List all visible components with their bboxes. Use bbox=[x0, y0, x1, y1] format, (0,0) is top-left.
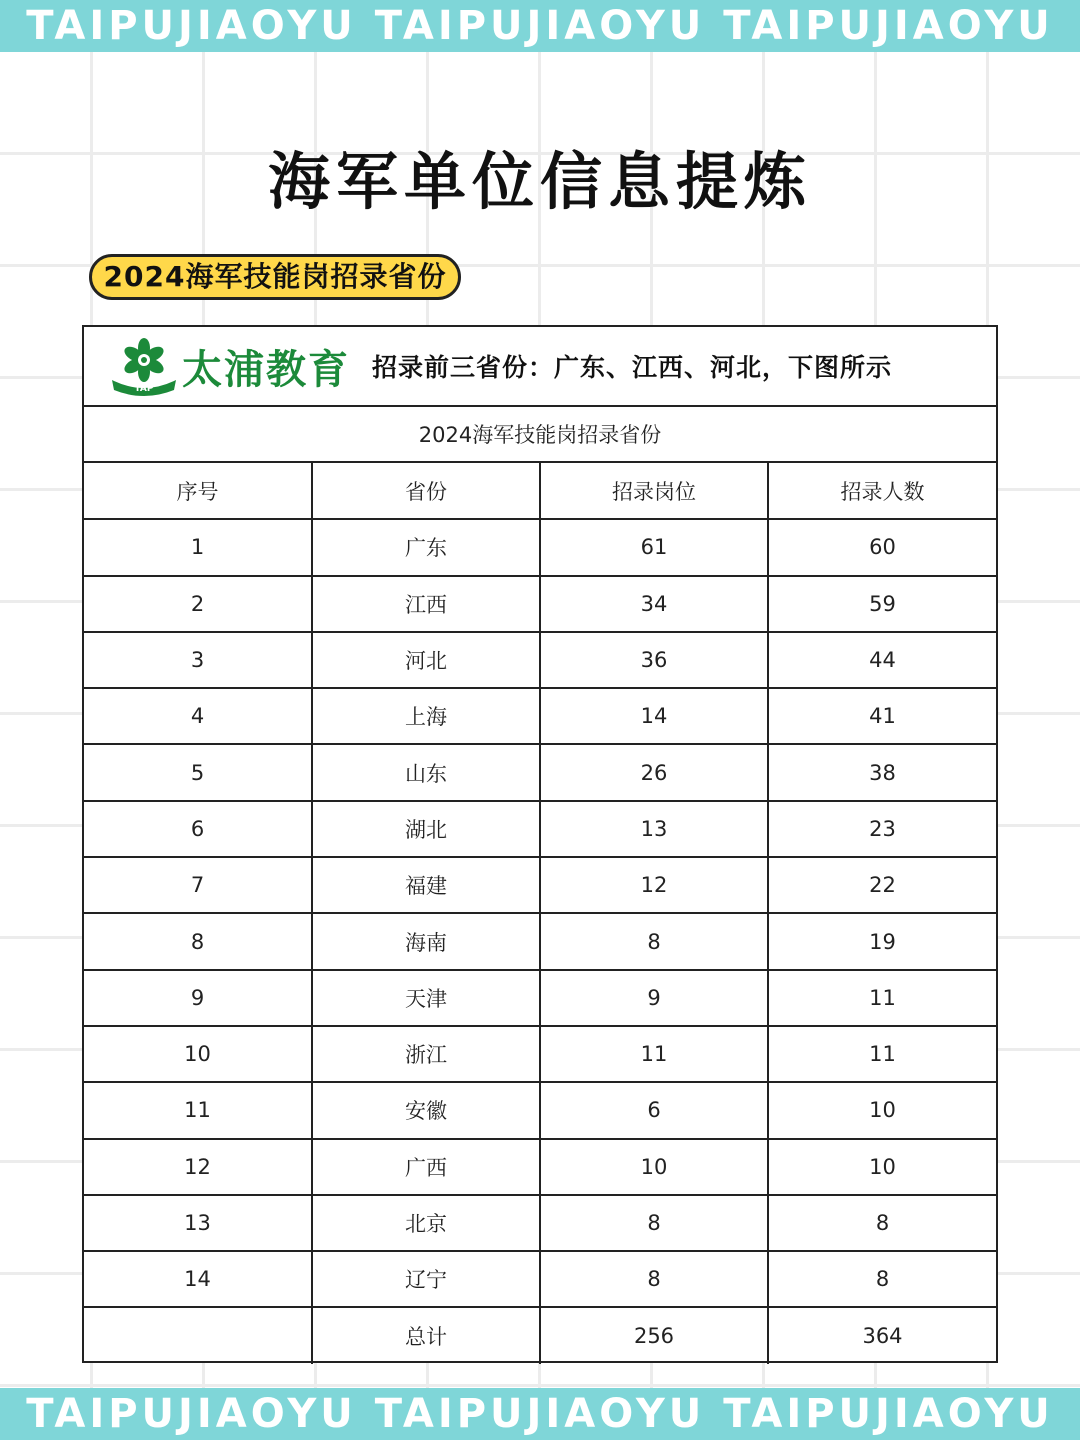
table-row bbox=[84, 801, 996, 857]
cell-positions: 11 bbox=[540, 1026, 768, 1082]
brand-note: 招录前三省份：广东、江西、河北，下图所示 bbox=[372, 353, 893, 382]
cell-positions: 34 bbox=[540, 576, 768, 632]
cell-index: 5 bbox=[84, 744, 312, 800]
table-row bbox=[84, 970, 996, 1026]
cell-people: 8 bbox=[768, 1251, 996, 1307]
header-province: 省份 bbox=[312, 463, 540, 519]
table-row bbox=[84, 519, 996, 575]
cell-index: 11 bbox=[84, 1082, 312, 1138]
cell-people: 10 bbox=[768, 1139, 996, 1195]
cell-total-label: 总计 bbox=[312, 1307, 540, 1363]
cell-province: 江西 bbox=[312, 576, 540, 632]
cell-positions: 10 bbox=[540, 1139, 768, 1195]
table-row bbox=[84, 857, 996, 913]
cell-people: 59 bbox=[768, 576, 996, 632]
header-positions: 招录岗位 bbox=[540, 463, 768, 519]
table-row bbox=[84, 576, 996, 632]
cell-people: 8 bbox=[768, 1195, 996, 1251]
cell-people: 41 bbox=[768, 688, 996, 744]
brand-logo bbox=[108, 336, 180, 396]
cell-province: 广东 bbox=[312, 519, 540, 575]
cell-index: 4 bbox=[84, 688, 312, 744]
cell-people: 38 bbox=[768, 744, 996, 800]
table-body bbox=[84, 519, 996, 1363]
cell-positions: 13 bbox=[540, 801, 768, 857]
flower-logo-icon bbox=[108, 336, 180, 396]
section-label-pill: 2024海军技能岗招录省份 bbox=[89, 254, 461, 300]
table-row bbox=[84, 1082, 996, 1138]
cell-province: 天津 bbox=[312, 970, 540, 1026]
logo-text: TAP bbox=[134, 384, 154, 394]
cell-index: 14 bbox=[84, 1251, 312, 1307]
cell-positions: 26 bbox=[540, 744, 768, 800]
brand-header bbox=[84, 327, 996, 407]
cell-people: 23 bbox=[768, 801, 996, 857]
cell-index: 10 bbox=[84, 1026, 312, 1082]
table-header-row bbox=[84, 463, 996, 519]
cell-province: 上海 bbox=[312, 688, 540, 744]
brand-name: 太浦教育 bbox=[182, 346, 350, 393]
cell-index: 2 bbox=[84, 576, 312, 632]
table-row bbox=[84, 744, 996, 800]
bottom-banner: TAIPUJIAOYU TAIPUJIAOYU TAIPUJIAOYU bbox=[0, 1388, 1080, 1440]
cell-province: 福建 bbox=[312, 857, 540, 913]
cell-index: 9 bbox=[84, 970, 312, 1026]
cell-province: 浙江 bbox=[312, 1026, 540, 1082]
table-row bbox=[84, 1139, 996, 1195]
cell-positions: 14 bbox=[540, 688, 768, 744]
cell-people: 44 bbox=[768, 632, 996, 688]
cell-index: 13 bbox=[84, 1195, 312, 1251]
cell-index: 7 bbox=[84, 857, 312, 913]
cell-positions: 8 bbox=[540, 1251, 768, 1307]
cell-positions: 12 bbox=[540, 857, 768, 913]
cell-positions: 61 bbox=[540, 519, 768, 575]
table-row bbox=[84, 1195, 996, 1251]
cell-province: 辽宁 bbox=[312, 1251, 540, 1307]
page-title: 海军单位信息提炼 bbox=[267, 145, 812, 218]
cell-people: 11 bbox=[768, 1026, 996, 1082]
cell-index: 3 bbox=[84, 632, 312, 688]
cell-people: 10 bbox=[768, 1082, 996, 1138]
table-row bbox=[84, 688, 996, 744]
cell-province: 广西 bbox=[312, 1139, 540, 1195]
top-banner: TAIPUJIAOYU TAIPUJIAOYU TAIPUJIAOYU bbox=[0, 0, 1080, 52]
cell-people: 11 bbox=[768, 970, 996, 1026]
cell-index: 8 bbox=[84, 913, 312, 969]
table-total-row bbox=[84, 1307, 996, 1363]
cell-total-people: 364 bbox=[862, 1324, 903, 1349]
cell-province: 北京 bbox=[312, 1195, 540, 1251]
table-row bbox=[84, 1026, 996, 1082]
cell-positions: 6 bbox=[540, 1082, 768, 1138]
cell-total-positions: 256 bbox=[540, 1307, 768, 1363]
cell-people: 19 bbox=[768, 913, 996, 969]
cell-index: 12 bbox=[84, 1139, 312, 1195]
cell-province: 安徽 bbox=[312, 1082, 540, 1138]
cell-province: 海南 bbox=[312, 913, 540, 969]
cell-positions: 8 bbox=[540, 1195, 768, 1251]
table-title: 2024海军技能岗招录省份 bbox=[84, 407, 996, 463]
header-index: 序号 bbox=[84, 463, 312, 519]
table-row bbox=[84, 913, 996, 969]
cell-index: 6 bbox=[84, 801, 312, 857]
cell-index: 1 bbox=[84, 519, 312, 575]
cell-people: 22 bbox=[768, 857, 996, 913]
cell-positions: 36 bbox=[540, 632, 768, 688]
header-people: 招录人数 bbox=[768, 463, 996, 519]
cell-province: 山东 bbox=[312, 744, 540, 800]
table-row bbox=[84, 1251, 996, 1307]
table-row bbox=[84, 632, 996, 688]
cell-index bbox=[84, 1307, 312, 1363]
cell-people: 60 bbox=[768, 519, 996, 575]
cell-positions: 8 bbox=[540, 913, 768, 969]
cell-positions: 9 bbox=[540, 970, 768, 1026]
recruitment-table bbox=[84, 463, 996, 1364]
data-table-card bbox=[82, 325, 998, 1363]
cell-province: 湖北 bbox=[312, 801, 540, 857]
cell-province: 河北 bbox=[312, 632, 540, 688]
